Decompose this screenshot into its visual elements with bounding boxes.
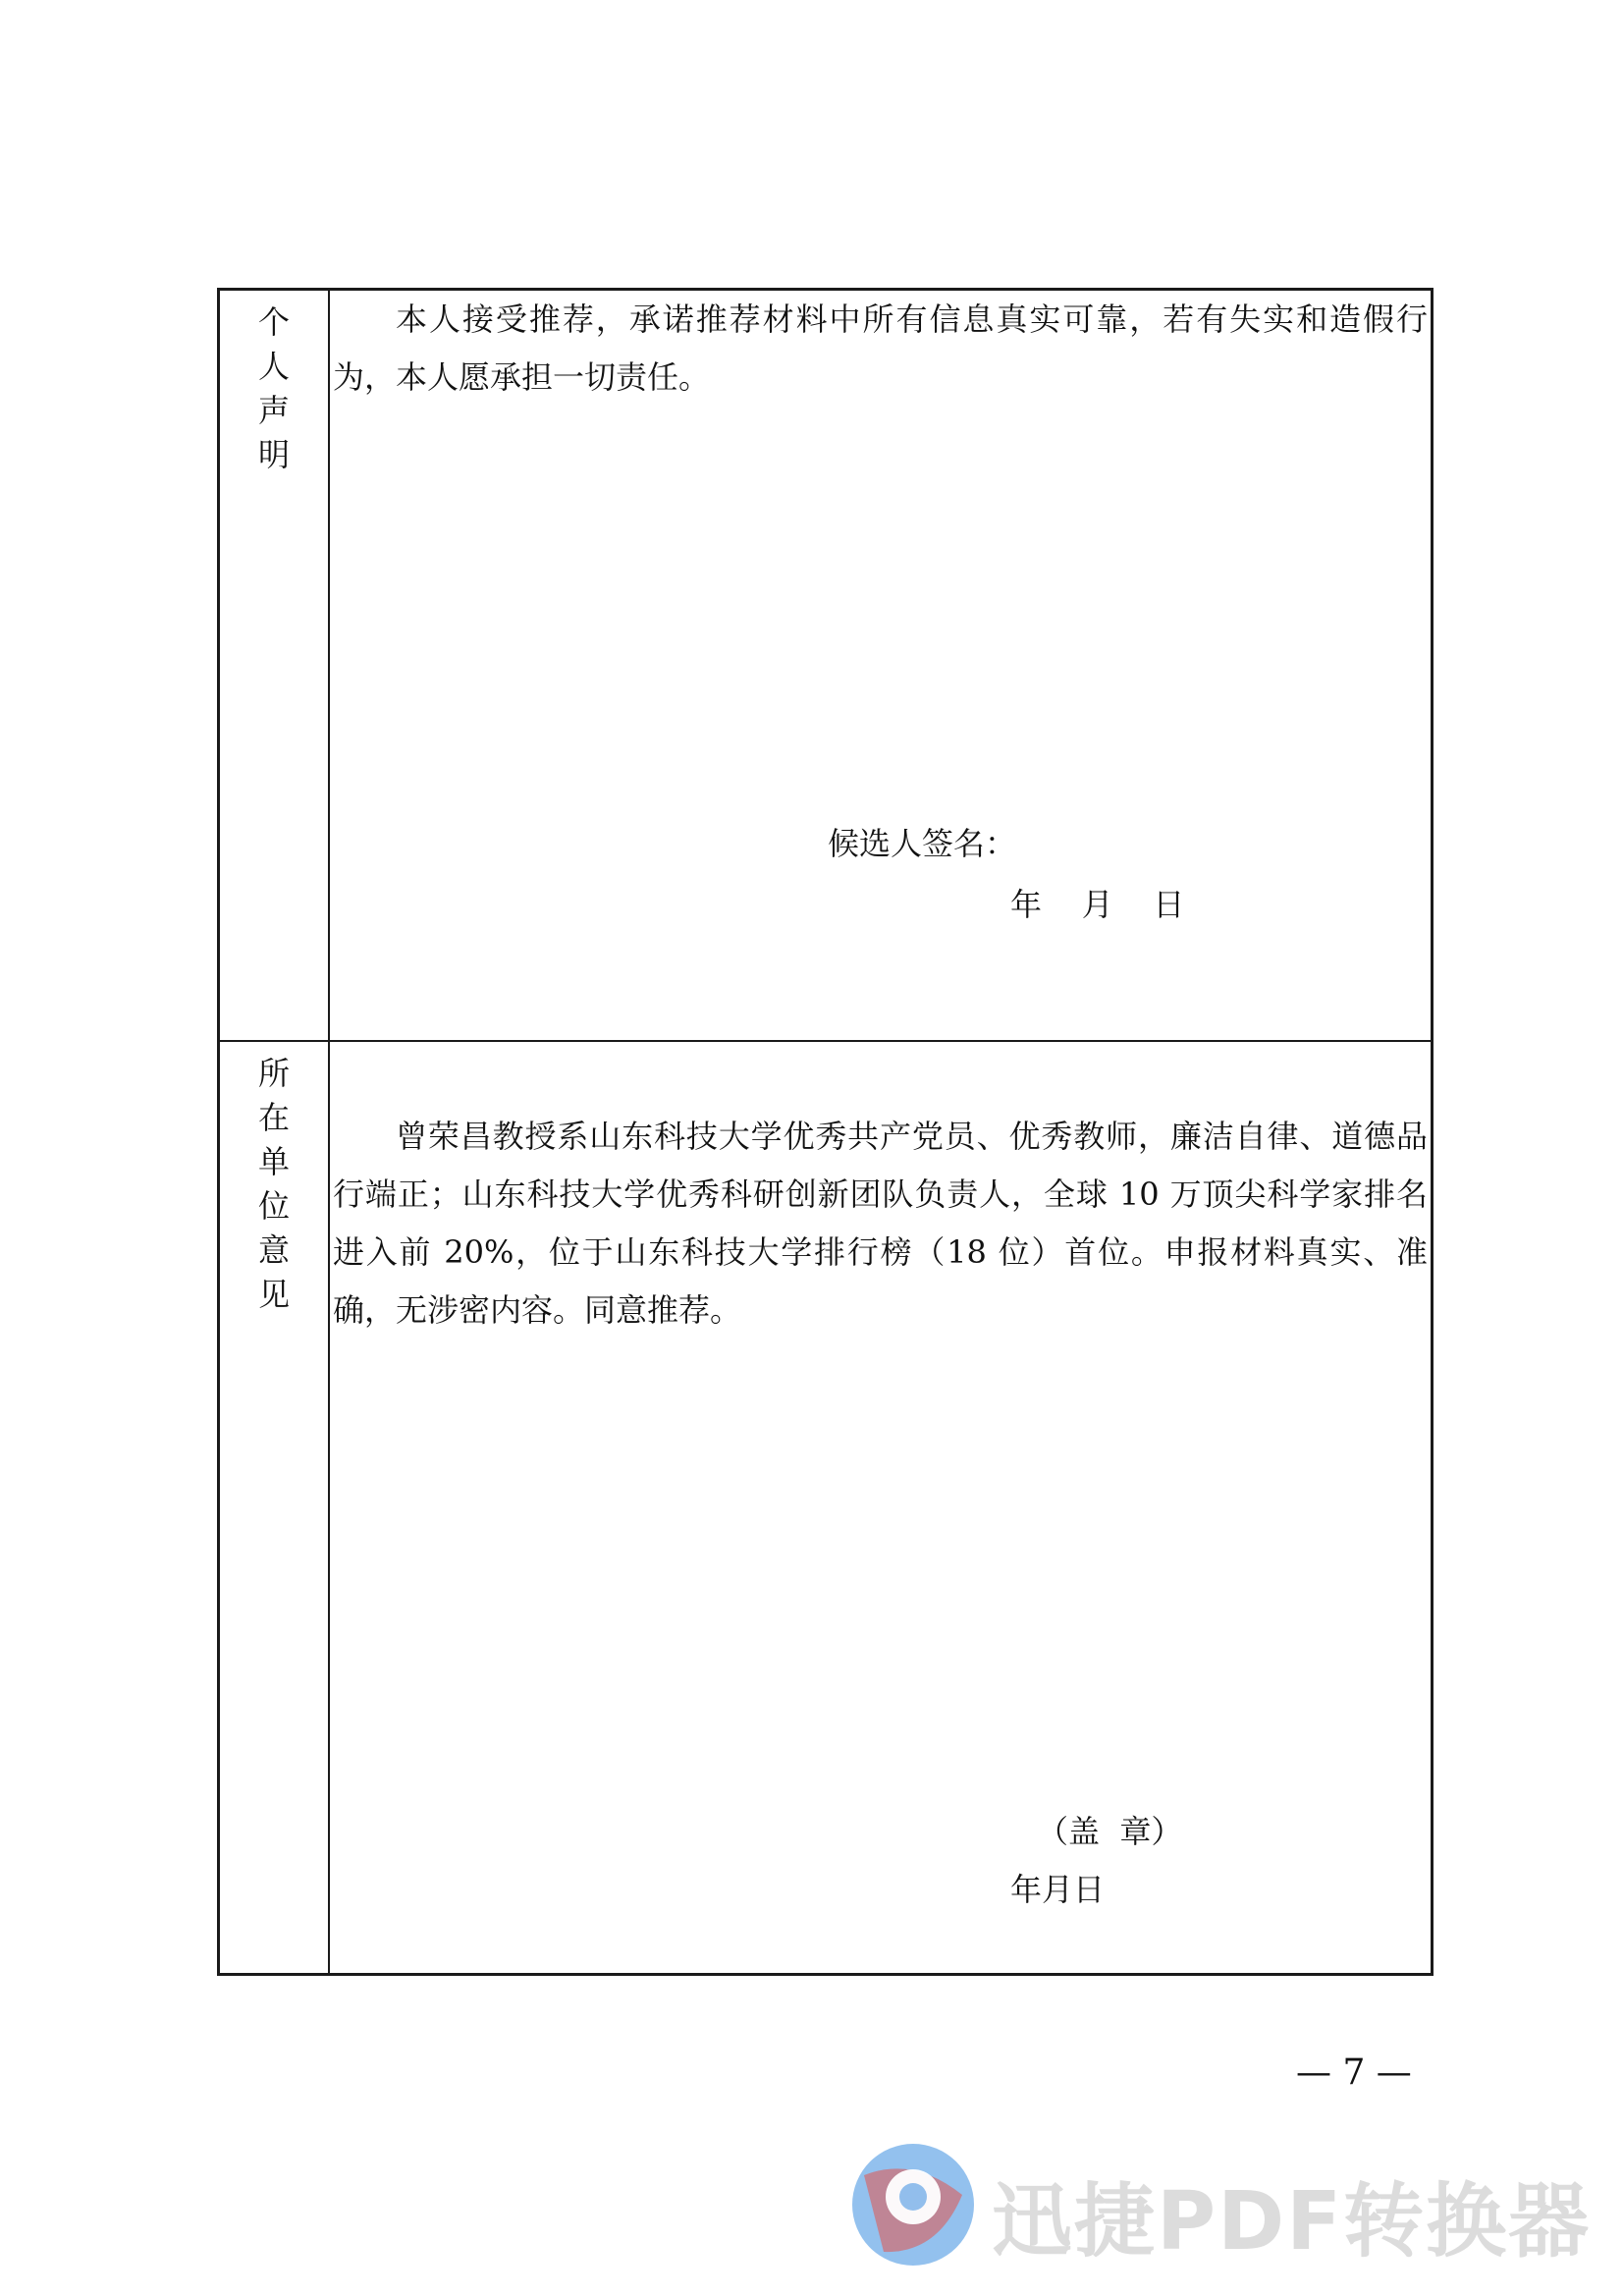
converter-logo-icon (844, 2136, 982, 2273)
watermark (844, 2136, 1591, 2273)
opinion-date-label: 年月日 (1010, 1871, 1106, 1908)
personal-statement-label: 个 人 声 明 (257, 303, 290, 473)
personal-statement-text: 本人接受推荐，承诺推荐材料中所有信息真实可靠，若有失实和造假行为，本人愿承担一切责任。 (333, 301, 1428, 396)
seal-label: （盖 章） (1037, 1813, 1183, 1850)
candidate-signature-label: 候选人签名： (828, 825, 1017, 862)
declaration-form-table (217, 288, 1434, 1976)
watermark-text: 迅捷PDF转换器 (992, 2175, 1592, 2269)
page-number: — 7 — (1296, 2052, 1412, 2093)
statement-date-label: 年 月 日 (1010, 886, 1185, 923)
row-divider (220, 1040, 1431, 1042)
column-divider (328, 291, 330, 1973)
unit-opinion-text: 曾荣昌教授系山东科技大学优秀共产党员、优秀教师，廉洁自律、道德品行端正；山东科技大学优秀科研创新团队负责人，全球 10 万顶尖科学家排名进入前 20%，位于山东科技大学排行榜（18 位）首位。申报材料真实、准确，无涉密内容。同意推荐。 (333, 1118, 1428, 1329)
unit-opinion-label: 所 在 单 位 意 见 (257, 1055, 290, 1313)
